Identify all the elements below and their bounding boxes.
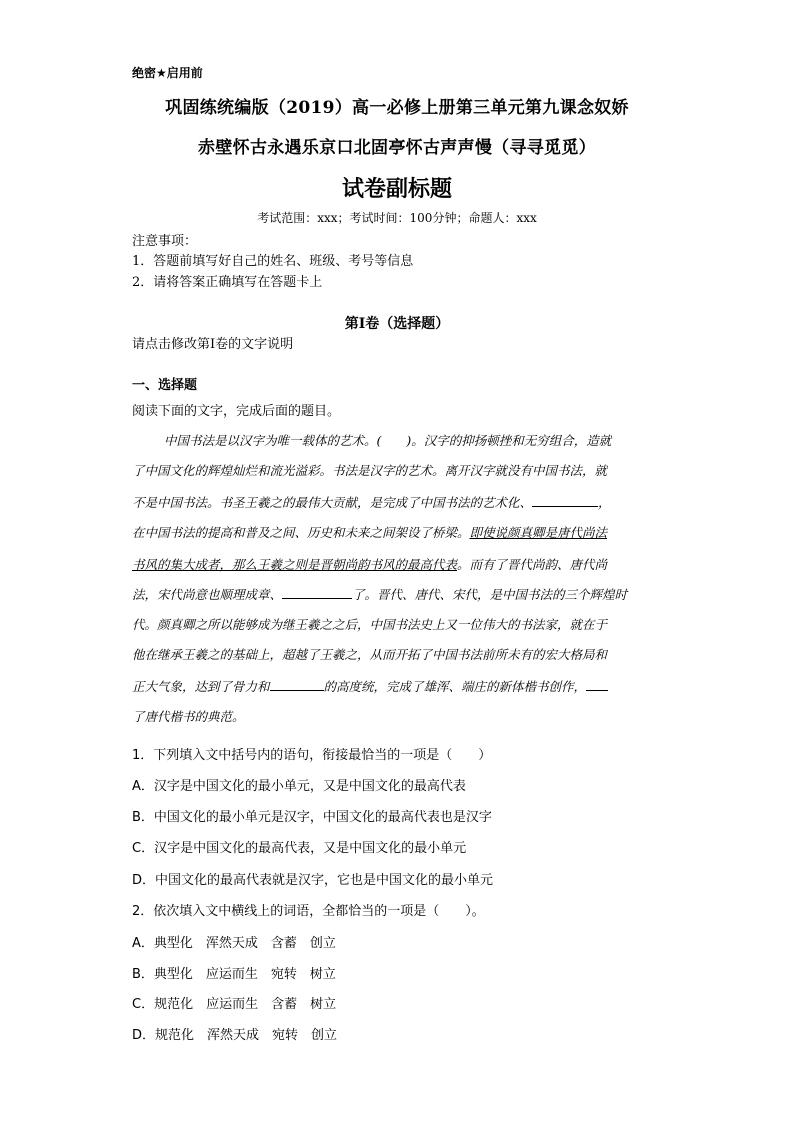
- answer-option[interactable]: D．规范化 浑然天成 宛转 创立: [132, 1028, 338, 1043]
- passage-text: 。而有了晋代尚韵、唐代尚: [457, 557, 608, 572]
- answer-option[interactable]: A．汉字是中国文化的最小单元，又是中国文化的最高代表: [132, 779, 466, 794]
- notice-item: 2．请将答案正确填写在答题卡上: [132, 275, 323, 290]
- notice-heading: 注意事项：: [132, 234, 198, 249]
- answer-option[interactable]: C．规范化 应运而生 含蓄 树立: [132, 997, 337, 1012]
- passage-text: 了。晋代、唐代、宋代，是中国书法的三个辉煌时: [352, 587, 628, 602]
- passage-text: 正大气象，达到了骨力和: [132, 679, 270, 694]
- answer-option[interactable]: A．典型化 浑然天成 含蓄 创立: [132, 936, 336, 951]
- exam-title-line1: 巩固练统编版（2019）高一必修上册第三单元第九课念奴娇: [165, 98, 629, 118]
- question-stem: 1．下列填入文中括号内的语句，衔接最恰当的一项是（ ）: [132, 748, 492, 763]
- question-stem: 2．依次填入文中横线上的词语，全都恰当的一项是（ ）。: [132, 904, 485, 919]
- passage-line: [132, 677, 608, 695]
- passage-line: 他在继承王羲之的基础上，超越了王羲之，从而开拓了中国书法前所未有的宏大格局和: [132, 647, 608, 662]
- fill-blank[interactable]: [270, 678, 324, 691]
- answer-option[interactable]: B．典型化 应运而生 宛转 树立: [132, 967, 336, 982]
- section-title: 第I卷（选择题）: [344, 316, 450, 332]
- fill-blank[interactable]: [282, 586, 352, 599]
- passage-line: [132, 523, 607, 541]
- passage-line: 了唐代楷书的典范。: [132, 709, 245, 724]
- notice-item: 1．答题前填写好自己的姓名、班级、考号等信息: [132, 254, 414, 269]
- underlined-sentence: 书风的集大成者，那么王羲之则是晋朝尚韵书风的最高代表: [132, 557, 458, 572]
- passage-line: 了中国文化的辉煌灿烂和流光溢彩。书法是汉字的艺术。离开汉字就没有中国书法，就: [132, 463, 608, 478]
- passage-line: [132, 493, 611, 511]
- exam-info: 考试范围：xxx；考试时间：100分钟；命题人：xxx: [257, 211, 537, 225]
- part-heading: 一、选择题: [132, 378, 198, 393]
- passage-line: [132, 585, 627, 603]
- answer-option[interactable]: B．中国文化的最小单元是汉字，中国文化的最高代表也是汉字: [132, 810, 492, 825]
- reading-instruction: 阅读下面的文字，完成后面的题目。: [132, 404, 341, 419]
- passage-text: 法，宋代尚意也顺理成章、: [132, 587, 283, 602]
- passage-line: 代。颜真卿之所以能够成为继王羲之之后，中国书法史上又一位伟大的书法家，就在于: [132, 617, 608, 632]
- passage-text: 的高度统，完成了雄浑、端庄的新体楷书创作，: [323, 679, 587, 694]
- underlined-sentence: 即使说颜真卿是唐代尚法: [469, 525, 608, 540]
- exam-title-line2: 赤壁怀古永遇乐京口北固亭怀古声声慢（寻寻觅觅）: [198, 138, 596, 158]
- exam-subtitle: 试卷副标题: [341, 176, 452, 202]
- passage-text: ，: [598, 495, 611, 510]
- fill-blank[interactable]: [586, 678, 608, 691]
- passage-text: 在中国书法的提高和普及之间、历史和未来之间架设了桥梁。: [132, 525, 470, 540]
- answer-option[interactable]: C．汉字是中国文化的最高代表，又是中国文化的最小单元: [132, 841, 467, 856]
- answer-option[interactable]: D．中国文化的最高代表就是汉字，它也是中国文化的最小单元: [132, 873, 494, 888]
- fill-blank[interactable]: [532, 494, 598, 507]
- confidential-tag: 绝密★启用前: [132, 66, 203, 80]
- passage-line: [132, 555, 607, 573]
- passage-text: 不是中国书法。书圣王羲之的最伟大贡献，是完成了中国书法的艺术化、: [132, 495, 533, 510]
- section-description[interactable]: 请点击修改第I卷的文字说明: [132, 337, 294, 352]
- passage-line: 中国书法是以汉字为唯一载体的艺术。( )。汉字的抑扬顿挫和无穷组合，造就: [164, 433, 612, 448]
